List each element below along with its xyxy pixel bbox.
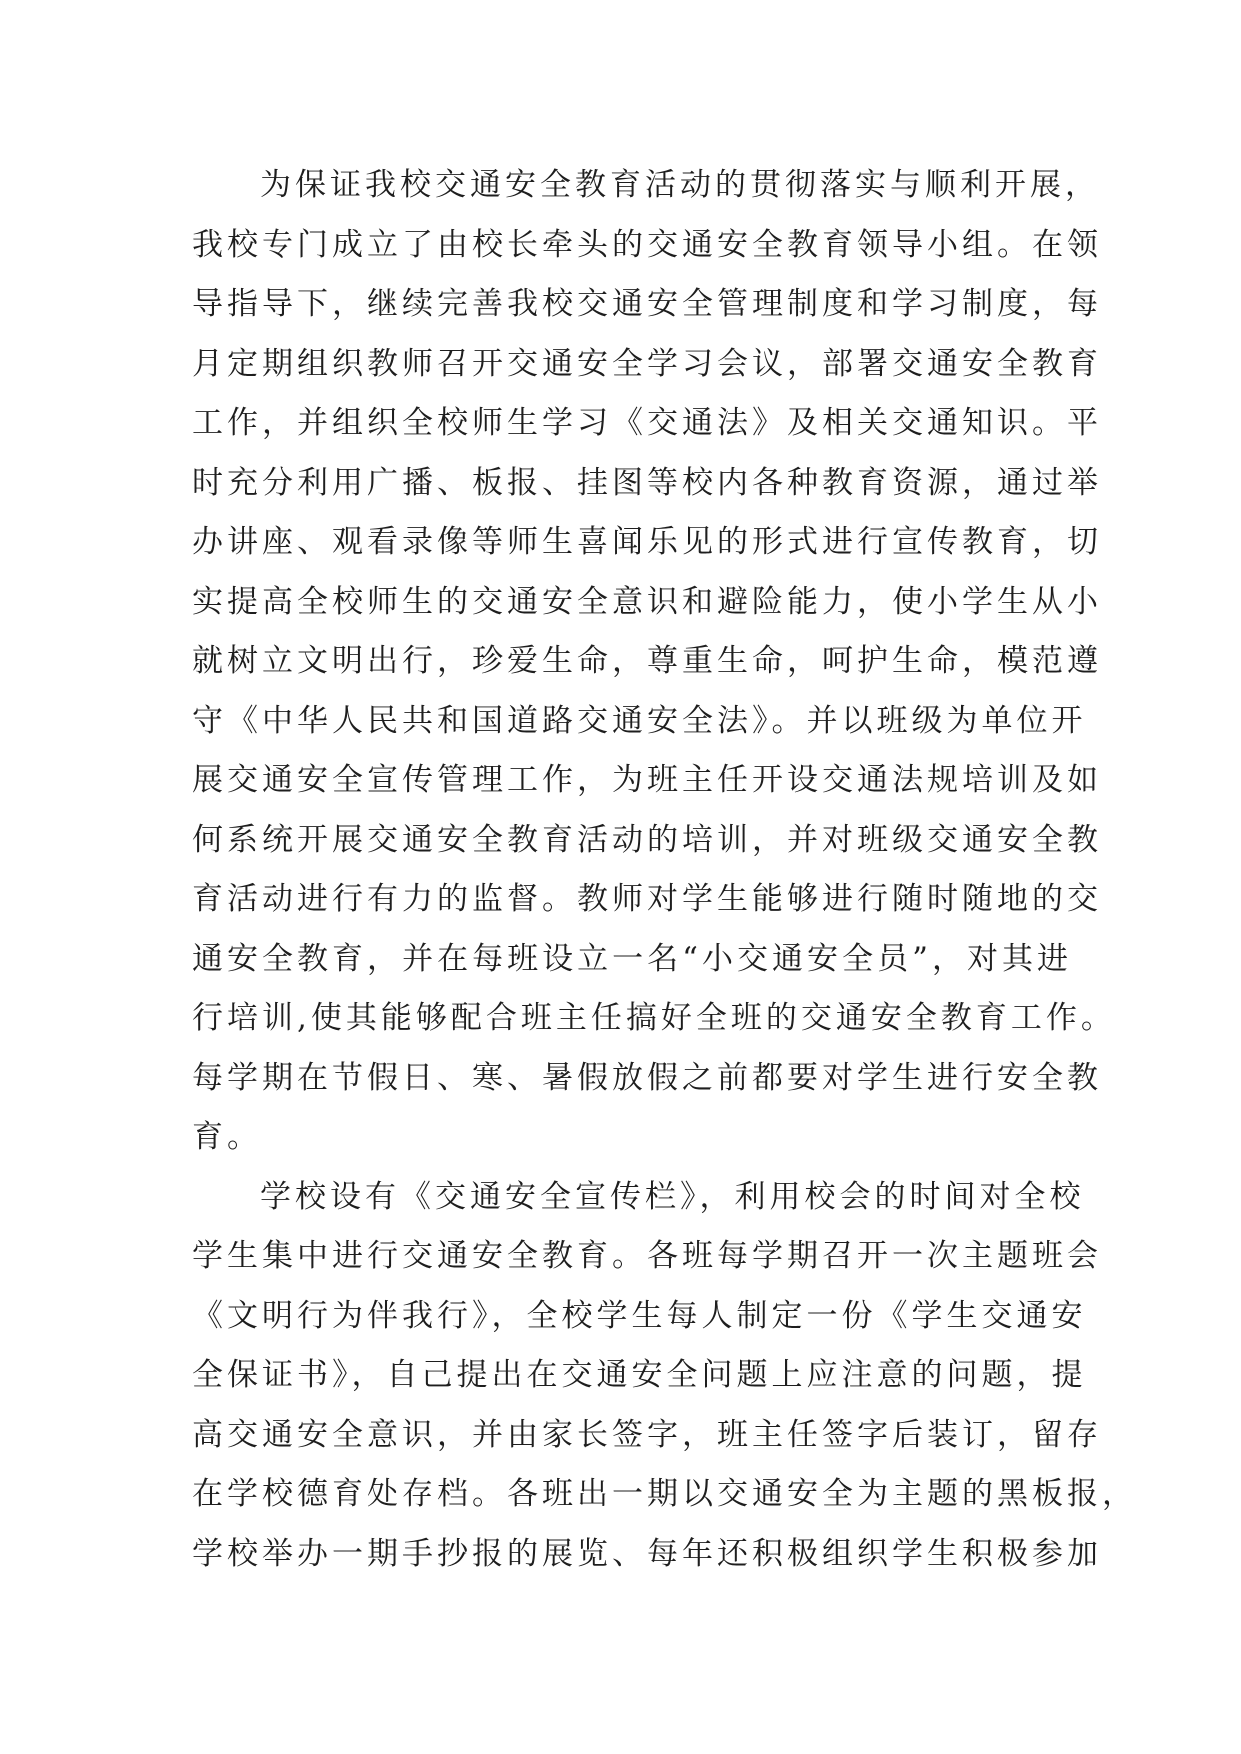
text-line: 守《中华人民共和国道路交通安全法》。并以班级为单位开 bbox=[192, 702, 1087, 739]
text-line: 在学校德育处存档。各班出一期以交通安全为主题的黑板报， bbox=[192, 1476, 1137, 1512]
text-line: 学校设有《交通安全宣传栏》，利用校会的时间对全校 bbox=[260, 1178, 1085, 1215]
text-line: 全保证书》，自己提出在交通安全问题上应注意的问题，提 bbox=[192, 1357, 1087, 1393]
text-line: 育。 bbox=[192, 1119, 262, 1155]
text-line: 《文明行为伴我行》，全校学生每人制定一份《学生交通安 bbox=[192, 1297, 1087, 1334]
paragraph-1 bbox=[192, 156, 1116, 1168]
text-line: 学校举办一期手抄报的展览、每年还积极组织学生积极参加 bbox=[192, 1535, 1102, 1572]
text-line: 行培训,使其能够配合班主任搞好全班的交通安全教育工作。 bbox=[192, 1000, 1116, 1036]
text-line: 办讲座、观看录像等师生喜闻乐见的形式进行宣传教育，切 bbox=[192, 524, 1102, 560]
text-line: 工作，并组织全校师生学习《交通法》及相关交通知识。平 bbox=[192, 405, 1102, 441]
text-line: 为保证我校交通安全教育活动的贯彻落实与顺利开展， bbox=[260, 167, 1100, 203]
paragraph-2 bbox=[192, 1168, 1137, 1585]
text-line: 实提高全校师生的交通安全意识和避险能力，使小学生从小 bbox=[192, 583, 1102, 620]
text-line: 我校专门成立了由校长牵头的交通安全教育领导小组。在领 bbox=[192, 226, 1102, 263]
text-line: 展交通安全宣传管理工作，为班主任开设交通法规培训及如 bbox=[192, 762, 1102, 798]
text-line: 育活动进行有力的监督。教师对学生能够进行随时随地的交 bbox=[192, 881, 1102, 917]
text-line: 时充分利用广播、板报、挂图等校内各种教育资源，通过举 bbox=[192, 464, 1102, 501]
text-line: 高交通安全意识，并由家长签字，班主任签字后装订，留存 bbox=[192, 1416, 1102, 1453]
text-line: 何系统开展交通安全教育活动的培训，并对班级交通安全教 bbox=[192, 821, 1102, 858]
body-text bbox=[192, 156, 1137, 1584]
text-line: 导指导下，继续完善我校交通安全管理制度和学习制度，每 bbox=[192, 286, 1102, 322]
text-line: 学生集中进行交通安全教育。各班每学期召开一次主题班会 bbox=[192, 1238, 1102, 1274]
text-line: 通安全教育，并在每班设立一名“小交通安全员”，对其进 bbox=[192, 940, 1072, 977]
text-line: 就树立文明出行，珍爱生命，尊重生命，呵护生命，模范遵 bbox=[192, 643, 1102, 679]
text-line: 月定期组织教师召开交通安全学习会议，部署交通安全教育 bbox=[192, 345, 1102, 382]
text-line: 每学期在节假日、寒、暑假放假之前都要对学生进行安全教 bbox=[192, 1059, 1102, 1096]
